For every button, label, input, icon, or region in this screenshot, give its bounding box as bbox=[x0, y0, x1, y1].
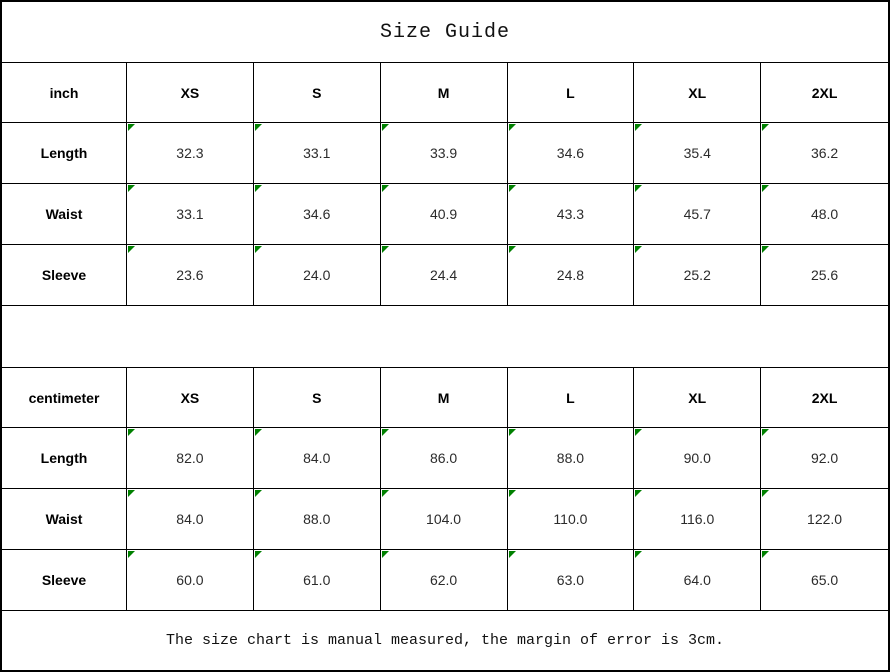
value-text: 40.9 bbox=[429, 206, 458, 222]
value-cell bbox=[634, 428, 761, 489]
table-spacer bbox=[2, 306, 888, 368]
value-text: 65.0 bbox=[810, 572, 839, 588]
cell-flag-icon bbox=[509, 429, 516, 436]
cell-flag-icon bbox=[509, 490, 516, 497]
cell-flag-icon bbox=[128, 551, 135, 558]
value-text: 43.3 bbox=[556, 206, 585, 222]
cell-flag-icon bbox=[509, 246, 516, 253]
value-text: 34.6 bbox=[303, 206, 331, 222]
value-cell bbox=[508, 489, 635, 550]
size-header-cell: 2XL bbox=[761, 368, 888, 428]
value-text: 82.0 bbox=[176, 450, 204, 466]
value-cell bbox=[127, 550, 254, 611]
cell-flag-icon bbox=[255, 551, 262, 558]
size-header-cell: L bbox=[508, 368, 635, 428]
footer-note: The size chart is manual measured, the margin of error is 3cm. bbox=[165, 632, 725, 649]
unit-header-cell: inch bbox=[2, 63, 127, 123]
value-cell bbox=[254, 123, 381, 184]
measurement-label-cell: Sleeve bbox=[2, 245, 127, 306]
value-text: 90.0 bbox=[683, 450, 711, 466]
value-text: 62.0 bbox=[429, 572, 458, 588]
cell-flag-icon bbox=[762, 429, 769, 436]
value-cell bbox=[381, 245, 508, 306]
value-cell bbox=[127, 245, 254, 306]
cell-flag-icon bbox=[128, 490, 135, 497]
cell-flag-icon bbox=[382, 124, 389, 131]
size-header-cell: M bbox=[381, 368, 508, 428]
value-text: 88.0 bbox=[303, 511, 331, 527]
cell-flag-icon bbox=[635, 551, 642, 558]
size-header-cell: XL bbox=[634, 368, 761, 428]
value-text: 33.1 bbox=[176, 206, 204, 222]
measurement-label-cell: Sleeve bbox=[2, 550, 127, 611]
value-text: 64.0 bbox=[683, 572, 711, 588]
cell-flag-icon bbox=[255, 124, 262, 131]
cell-flag-icon bbox=[509, 551, 516, 558]
value-cell bbox=[381, 123, 508, 184]
size-table-inch bbox=[2, 63, 888, 306]
cell-flag-icon bbox=[635, 490, 642, 497]
value-text: 61.0 bbox=[303, 572, 331, 588]
value-text: 24.8 bbox=[556, 267, 585, 283]
size-header-cell: M bbox=[381, 63, 508, 123]
value-cell bbox=[254, 550, 381, 611]
value-cell bbox=[634, 245, 761, 306]
value-cell bbox=[127, 428, 254, 489]
value-text: 92.0 bbox=[810, 450, 839, 466]
cell-flag-icon bbox=[382, 490, 389, 497]
value-text: 86.0 bbox=[429, 450, 458, 466]
value-text: 110.0 bbox=[553, 511, 588, 527]
value-cell bbox=[381, 489, 508, 550]
cell-flag-icon bbox=[762, 124, 769, 131]
cell-flag-icon bbox=[255, 185, 262, 192]
cell-flag-icon bbox=[509, 124, 516, 131]
value-cell bbox=[634, 123, 761, 184]
cell-flag-icon bbox=[255, 429, 262, 436]
value-cell bbox=[254, 428, 381, 489]
size-header-cell: XS bbox=[127, 368, 254, 428]
value-cell bbox=[761, 489, 888, 550]
value-text: 33.1 bbox=[303, 145, 331, 161]
cell-flag-icon bbox=[128, 246, 135, 253]
value-text: 88.0 bbox=[556, 450, 585, 466]
value-text: 45.7 bbox=[683, 206, 711, 222]
value-cell bbox=[761, 184, 888, 245]
page-title: Size Guide bbox=[2, 2, 888, 63]
value-text: 122.0 bbox=[807, 511, 843, 527]
value-text: 24.4 bbox=[429, 267, 458, 283]
cell-flag-icon bbox=[635, 246, 642, 253]
value-text: 34.6 bbox=[556, 145, 585, 161]
value-text: 84.0 bbox=[303, 450, 331, 466]
value-cell bbox=[127, 123, 254, 184]
value-cell bbox=[634, 550, 761, 611]
value-cell bbox=[508, 428, 635, 489]
size-header-cell: S bbox=[254, 63, 381, 123]
value-text: 48.0 bbox=[810, 206, 839, 222]
value-text: 84.0 bbox=[176, 511, 204, 527]
cell-flag-icon bbox=[128, 124, 135, 131]
value-cell bbox=[761, 123, 888, 184]
cell-flag-icon bbox=[128, 429, 135, 436]
value-text: 60.0 bbox=[176, 572, 204, 588]
measurement-label-cell: Length bbox=[2, 428, 127, 489]
measurement-label-cell: Waist bbox=[2, 489, 127, 550]
cell-flag-icon bbox=[635, 429, 642, 436]
value-cell bbox=[634, 489, 761, 550]
size-header-cell: XS bbox=[127, 63, 254, 123]
cell-flag-icon bbox=[635, 124, 642, 131]
measurement-label-cell: Waist bbox=[2, 184, 127, 245]
cell-flag-icon bbox=[382, 551, 389, 558]
size-header-cell: S bbox=[254, 368, 381, 428]
value-cell bbox=[761, 245, 888, 306]
value-text: 25.2 bbox=[683, 267, 711, 283]
size-header-cell: XL bbox=[634, 63, 761, 123]
size-header-cell: L bbox=[508, 63, 635, 123]
value-cell bbox=[761, 550, 888, 611]
value-cell bbox=[381, 428, 508, 489]
value-cell bbox=[508, 184, 635, 245]
value-text: 24.0 bbox=[303, 267, 331, 283]
cell-flag-icon bbox=[382, 246, 389, 253]
value-cell bbox=[381, 184, 508, 245]
cell-flag-icon bbox=[255, 246, 262, 253]
cell-flag-icon bbox=[128, 185, 135, 192]
cell-flag-icon bbox=[382, 429, 389, 436]
value-cell bbox=[127, 184, 254, 245]
cell-flag-icon bbox=[762, 551, 769, 558]
value-cell bbox=[254, 184, 381, 245]
value-text: 32.3 bbox=[176, 145, 204, 161]
value-cell bbox=[508, 245, 635, 306]
value-cell bbox=[761, 428, 888, 489]
cell-flag-icon bbox=[762, 185, 769, 192]
size-table-centimeter bbox=[2, 368, 888, 611]
value-text: 33.9 bbox=[429, 145, 458, 161]
cell-flag-icon bbox=[382, 185, 389, 192]
value-text: 25.6 bbox=[810, 267, 839, 283]
size-header-cell: 2XL bbox=[761, 63, 888, 123]
cell-flag-icon bbox=[762, 490, 769, 497]
value-text: 36.2 bbox=[810, 145, 839, 161]
cell-flag-icon bbox=[635, 185, 642, 192]
value-cell bbox=[254, 489, 381, 550]
value-cell bbox=[508, 550, 635, 611]
value-text: 63.0 bbox=[556, 572, 585, 588]
value-cell bbox=[508, 123, 635, 184]
measurement-label-cell: Length bbox=[2, 123, 127, 184]
value-cell bbox=[634, 184, 761, 245]
value-cell bbox=[127, 489, 254, 550]
unit-header-cell: centimeter bbox=[2, 368, 127, 428]
value-text: 104.0 bbox=[426, 511, 462, 527]
value-text: 35.4 bbox=[683, 145, 711, 161]
cell-flag-icon bbox=[255, 490, 262, 497]
cell-flag-icon bbox=[762, 246, 769, 253]
value-cell bbox=[254, 245, 381, 306]
value-cell bbox=[381, 550, 508, 611]
cell-flag-icon bbox=[509, 185, 516, 192]
value-text: 23.6 bbox=[176, 267, 204, 283]
value-text: 116.0 bbox=[680, 511, 715, 527]
